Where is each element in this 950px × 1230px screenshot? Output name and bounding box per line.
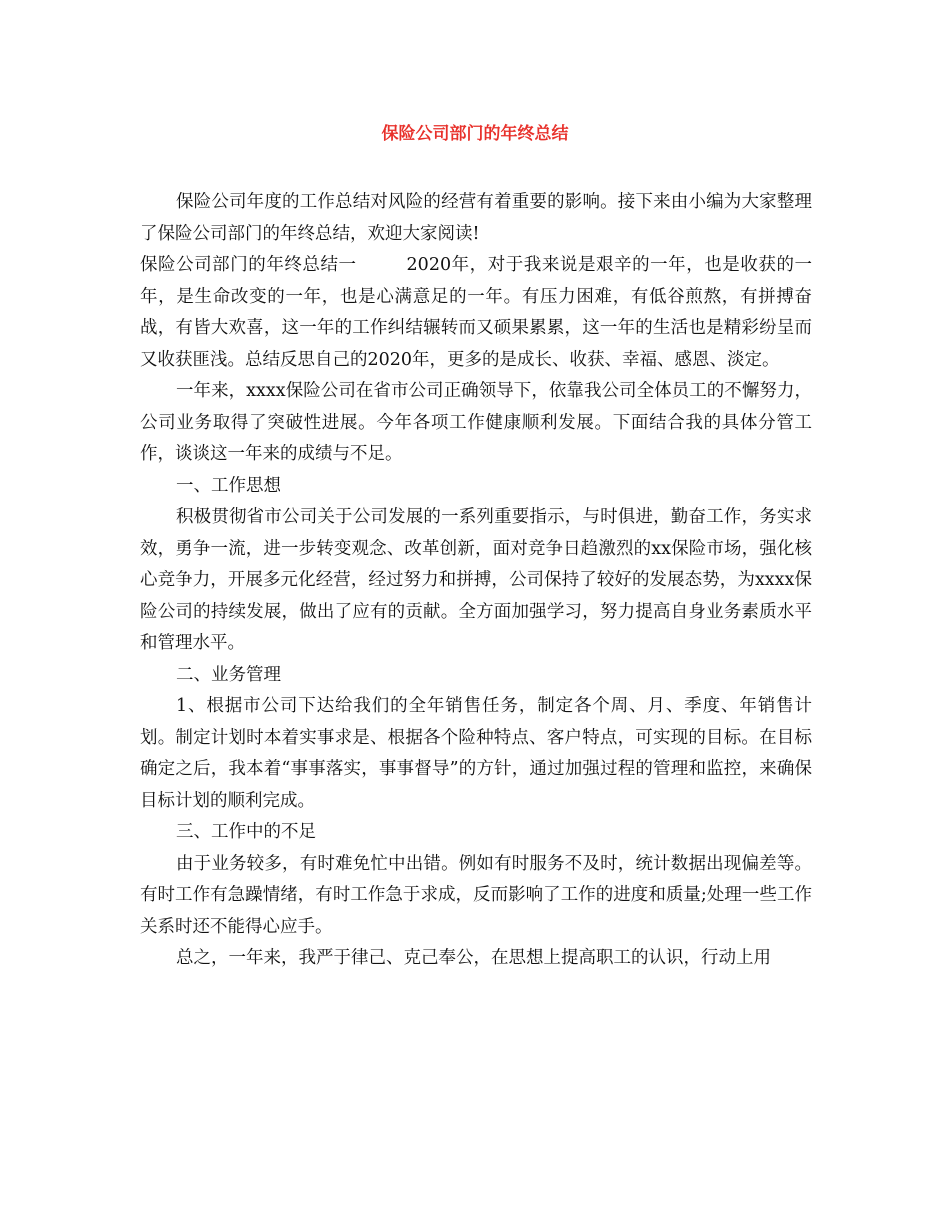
paragraph-work-thought: 积极贯彻省市公司关于公司发展的一系列重要指示，与时俱进，勤奋工作，务实求效，勇争一流，进一步转变观念、改革创新，面对竞争日趋激烈的xx保险市场，强化核心竞争力，开展多元化经营，经过努力和拼搏，公司保持了较好的发展态势，为xxxx保险公司的持续发展，做出了应有的贡献。全方面加强学习，努力提高自身业务素质水平和管理水平。 bbox=[140, 507, 812, 653]
heading-work-thought: 一、工作思想 bbox=[176, 475, 281, 496]
paragraph-2020: 2020年，对于我来说是艰辛的一年，也是收获的一年，是生命改变的一年，也是心满意足的一年。有压力困难，有低谷煎熬，有拼搏奋战，有皆大欢喜，这一年的工作纠结辗转而又硕果累累，这一年的生活也是精彩纷呈而又收获匪浅。总结反思自己的2020年，更多的是成长、收获、幸福、感恩、淡定。 bbox=[140, 255, 812, 370]
section-one-paragraph bbox=[140, 250, 812, 376]
paragraph-shortcomings: 由于业务较多，有时难免忙中出错。例如有时服务不及时，统计数据出现偏差等。有时工作有急躁情绪，有时工作急于求成，反而影响了工作的进度和质量;处理一些工作关系时还不能得心应手。 bbox=[140, 853, 812, 937]
document-body bbox=[140, 187, 812, 975]
heading-business-management: 二、业务管理 bbox=[176, 664, 281, 685]
heading-shortcomings: 三、工作中的不足 bbox=[176, 822, 316, 842]
intro-paragraph: 保险公司年度的工作总结对风险的经营有着重要的影响。接下来由小编为大家整理了保险公司部门的年终总结，欢迎大家阅读! bbox=[140, 192, 812, 244]
section-heading: 保险公司部门的年终总结一 bbox=[140, 255, 357, 275]
paragraph-business-management: 1、根据市公司下达给我们的全年销售任务，制定各个周、月、季度、年销售计划。制定计划时本着实事求是、根据各个险种特点、客户特点，可实现的目标。在目标确定之后，我本着“事事落实，事事督导”的方针，通过加强过程的管理和监控，来确保目标计划的顺利完成。 bbox=[140, 696, 812, 811]
document-title: 保险公司部门的年终总结 bbox=[381, 124, 569, 144]
paragraph-company-progress: 一年来，xxxx保险公司在省市公司正确领导下，依靠我公司全体员工的不懈努力，公司业务取得了突破性进展。今年各项工作健康顺利发展。下面结合我的具体分管工作，谈谈这一年来的成绩与不足。 bbox=[140, 381, 812, 464]
paragraph-conclusion: 总之，一年来，我严于律己、克己奉公，在思想上提高职工的认识，行动上用 bbox=[176, 948, 771, 968]
